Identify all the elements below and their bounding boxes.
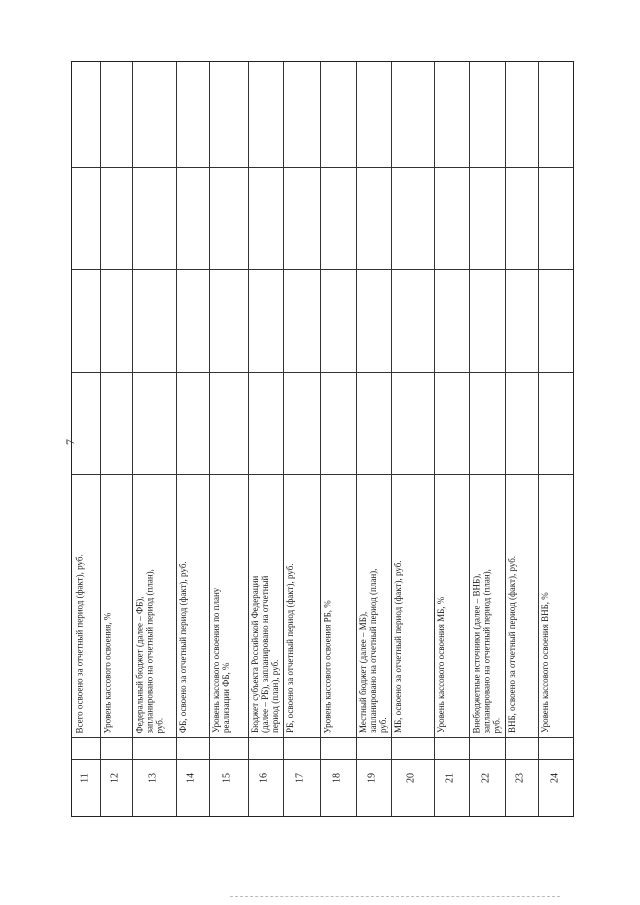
value-cell bbox=[132, 269, 176, 372]
row-number: 11 bbox=[79, 772, 90, 783]
value-cell bbox=[72, 167, 100, 269]
row-label: Уровень кассового освоения, % bbox=[102, 612, 112, 733]
row-number: 20 bbox=[405, 772, 417, 783]
value-cell bbox=[320, 372, 356, 474]
row-number: 17 bbox=[294, 772, 306, 783]
row-label: Уровень кассового освоения ВНБ, % bbox=[540, 592, 550, 733]
value-cell bbox=[538, 62, 575, 167]
value-cell bbox=[176, 269, 209, 372]
value-cell bbox=[72, 372, 100, 474]
value-cell bbox=[505, 269, 538, 372]
value-cell bbox=[505, 167, 538, 269]
value-cell bbox=[320, 269, 356, 372]
value-cell bbox=[100, 167, 132, 269]
value-cell bbox=[320, 62, 356, 167]
row-label: МБ, освоено за отчетный период (факт), руб. bbox=[393, 560, 403, 733]
row-number: 13 bbox=[147, 772, 158, 783]
value-cell bbox=[209, 372, 248, 474]
row-number: 24 bbox=[549, 772, 561, 783]
row-number: 21 bbox=[444, 772, 456, 783]
value-cell bbox=[469, 167, 505, 269]
value-cell bbox=[176, 167, 209, 269]
value-cell bbox=[434, 269, 469, 372]
value-cell bbox=[283, 167, 320, 269]
page-number: 7 bbox=[63, 439, 77, 445]
row-label: Уровень кассового освоения по плану реализации ФБ, % bbox=[211, 587, 231, 733]
value-cell bbox=[248, 269, 283, 372]
row-label: ФБ, освоено за отчетный период (факт), руб. bbox=[178, 561, 188, 733]
row-number: 14 bbox=[185, 772, 197, 783]
row-number: 23 bbox=[514, 772, 526, 783]
value-cell bbox=[176, 372, 209, 474]
value-cell bbox=[356, 62, 391, 167]
value-cell bbox=[469, 62, 505, 167]
value-cell bbox=[391, 372, 434, 474]
value-cell bbox=[209, 167, 248, 269]
value-cell bbox=[356, 269, 391, 372]
value-cell bbox=[538, 167, 575, 269]
value-cell bbox=[469, 269, 505, 372]
value-cell bbox=[391, 62, 434, 167]
page-bottom-border bbox=[230, 896, 560, 897]
row-divider bbox=[72, 474, 573, 475]
value-cell bbox=[132, 372, 176, 474]
row-number: 15 bbox=[221, 772, 233, 783]
row-label: Всего освоено за отчетный период (факт), руб. bbox=[74, 553, 84, 733]
value-cell bbox=[505, 62, 538, 167]
row-number: 16 bbox=[258, 772, 270, 783]
value-cell bbox=[356, 372, 391, 474]
value-cell bbox=[209, 62, 248, 167]
row-number: 22 bbox=[480, 772, 491, 783]
value-cell bbox=[283, 372, 320, 474]
value-cell bbox=[209, 269, 248, 372]
row-label: Внебюджетные источники (далее – ВНБ), запланировано на отчетный период (план), руб. bbox=[471, 568, 501, 733]
row-label: Местный бюджет (далее – МБ), запланировано на отчетный период (план), руб. bbox=[358, 568, 388, 733]
value-cell bbox=[538, 372, 575, 474]
value-cell bbox=[434, 62, 469, 167]
value-cell bbox=[434, 372, 469, 474]
row-label: РБ, освоено за отчетный период (факт), руб. bbox=[285, 563, 295, 733]
row-number: 19 bbox=[366, 772, 378, 783]
value-cell bbox=[248, 372, 283, 474]
value-cell bbox=[505, 372, 538, 474]
row-label: Бюджет субъекта Российской Федерации (далее – РБ), запланировано на отчетный период (план), руб. bbox=[250, 575, 280, 733]
value-cell bbox=[100, 62, 132, 167]
value-cell bbox=[176, 62, 209, 167]
row-divider bbox=[72, 737, 573, 738]
indicator-table bbox=[71, 61, 574, 817]
value-cell bbox=[283, 269, 320, 372]
value-cell bbox=[469, 372, 505, 474]
value-cell bbox=[391, 269, 434, 372]
value-cell bbox=[248, 62, 283, 167]
row-label: ВНБ, освоено за отчетный период (факт), руб. bbox=[507, 555, 517, 733]
value-cell bbox=[248, 167, 283, 269]
value-cell bbox=[320, 167, 356, 269]
value-cell bbox=[356, 167, 391, 269]
value-cell bbox=[72, 62, 100, 167]
row-label: Уровень кассового освоения МБ, % bbox=[436, 596, 446, 733]
value-cell bbox=[132, 167, 176, 269]
row-label: Федеральный бюджет (далее – ФБ), запланировано на отчетный период (план), руб. bbox=[134, 568, 164, 733]
value-cell bbox=[132, 62, 176, 167]
row-label: Уровень кассового освоения РБ, % bbox=[322, 599, 332, 733]
row-number: 18 bbox=[331, 772, 342, 783]
value-cell bbox=[100, 269, 132, 372]
value-cell bbox=[100, 372, 132, 474]
value-cell bbox=[434, 167, 469, 269]
row-number: 12 bbox=[109, 772, 120, 783]
value-cell bbox=[538, 269, 575, 372]
value-cell bbox=[283, 62, 320, 167]
value-cell bbox=[72, 269, 100, 372]
row-divider bbox=[72, 759, 573, 760]
value-cell bbox=[391, 167, 434, 269]
